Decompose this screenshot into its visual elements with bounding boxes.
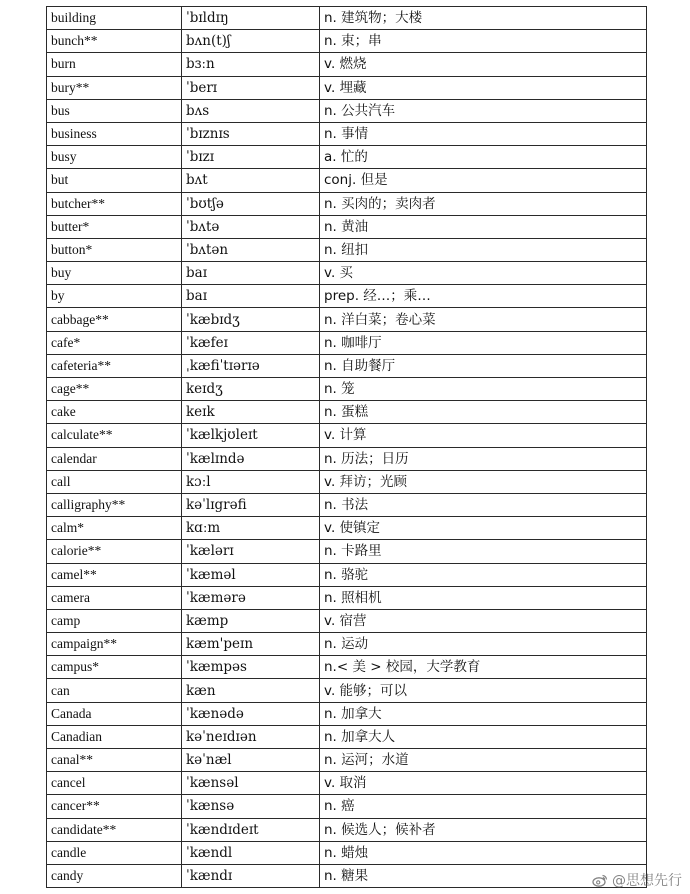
meaning-cell: v. 宿营 bbox=[320, 609, 647, 632]
meaning-cell: v. 燃烧 bbox=[320, 53, 647, 76]
word-cell: by bbox=[47, 285, 182, 308]
meaning-cell: n. 加拿大 bbox=[320, 702, 647, 725]
word-cell: candle bbox=[47, 841, 182, 864]
table-row bbox=[47, 53, 647, 76]
meaning-cell: n.< 美 > 校园，大学教育 bbox=[320, 656, 647, 679]
word-cell: bunch** bbox=[47, 30, 182, 53]
phonetic-cell: kæmp bbox=[182, 609, 320, 632]
phonetic-cell: kəˈlɪgrəfi bbox=[182, 493, 320, 516]
table-row bbox=[47, 749, 647, 772]
weibo-icon bbox=[592, 872, 608, 888]
phonetic-cell: ˈkæfeɪ bbox=[182, 331, 320, 354]
table-row bbox=[47, 122, 647, 145]
meaning-cell: v. 拜访；光顾 bbox=[320, 470, 647, 493]
phonetic-cell: keɪdʒ bbox=[182, 378, 320, 401]
word-cell: cabbage** bbox=[47, 308, 182, 331]
meaning-cell: n. 蛋糕 bbox=[320, 401, 647, 424]
table-row bbox=[47, 285, 647, 308]
phonetic-cell: ˈkænsəl bbox=[182, 772, 320, 795]
word-cell: camp bbox=[47, 609, 182, 632]
table-row bbox=[47, 331, 647, 354]
word-cell: building bbox=[47, 7, 182, 30]
meaning-cell: n. 纽扣 bbox=[320, 238, 647, 261]
table-row bbox=[47, 633, 647, 656]
phonetic-cell: ˈkændl bbox=[182, 841, 320, 864]
table-row bbox=[47, 447, 647, 470]
word-cell: Canada bbox=[47, 702, 182, 725]
phonetic-cell: bʌn(t)ʃ bbox=[182, 30, 320, 53]
word-cell: cake bbox=[47, 401, 182, 424]
word-cell: button* bbox=[47, 238, 182, 261]
word-cell: bus bbox=[47, 99, 182, 122]
table-row bbox=[47, 772, 647, 795]
phonetic-cell: ˈkænsə bbox=[182, 795, 320, 818]
table-row bbox=[47, 841, 647, 864]
word-cell: calorie** bbox=[47, 540, 182, 563]
meaning-cell: v. 使镇定 bbox=[320, 517, 647, 540]
meaning-cell: n. 建筑物；大楼 bbox=[320, 7, 647, 30]
phonetic-cell: ˈkælɪndə bbox=[182, 447, 320, 470]
word-cell: bury** bbox=[47, 76, 182, 99]
table-row bbox=[47, 540, 647, 563]
table-row bbox=[47, 656, 647, 679]
phonetic-cell: baɪ bbox=[182, 262, 320, 285]
table-row bbox=[47, 308, 647, 331]
phonetic-cell: ˈkænədə bbox=[182, 702, 320, 725]
phonetic-cell: ˈkæmpəs bbox=[182, 656, 320, 679]
table-row bbox=[47, 609, 647, 632]
word-cell: campaign** bbox=[47, 633, 182, 656]
table-row bbox=[47, 563, 647, 586]
vocabulary-table bbox=[46, 6, 647, 888]
meaning-cell: v. 埋藏 bbox=[320, 76, 647, 99]
meaning-cell: n. 骆驼 bbox=[320, 563, 647, 586]
phonetic-cell: kɔːl bbox=[182, 470, 320, 493]
phonetic-cell: kɑːm bbox=[182, 517, 320, 540]
meaning-cell: n. 癌 bbox=[320, 795, 647, 818]
word-cell: burn bbox=[47, 53, 182, 76]
table-row bbox=[47, 586, 647, 609]
meaning-cell: n. 运动 bbox=[320, 633, 647, 656]
meaning-cell: n. 事情 bbox=[320, 122, 647, 145]
table-row bbox=[47, 702, 647, 725]
meaning-cell: n. 自助餐厅 bbox=[320, 354, 647, 377]
phonetic-cell: ˌkæfiˈtɪərɪə bbox=[182, 354, 320, 377]
phonetic-cell: ˈkæmərə bbox=[182, 586, 320, 609]
phonetic-cell: ˈbɪznɪs bbox=[182, 122, 320, 145]
vocabulary-table-body bbox=[47, 7, 647, 888]
word-cell: buy bbox=[47, 262, 182, 285]
table-row bbox=[47, 7, 647, 30]
table-row bbox=[47, 818, 647, 841]
phonetic-cell: kəˈneɪdɪən bbox=[182, 725, 320, 748]
meaning-cell: n. 咖啡厅 bbox=[320, 331, 647, 354]
word-cell: business bbox=[47, 122, 182, 145]
phonetic-cell: ˈkæbɪdʒ bbox=[182, 308, 320, 331]
table-row bbox=[47, 354, 647, 377]
phonetic-cell: ˈkæməl bbox=[182, 563, 320, 586]
meaning-cell: n. 束；串 bbox=[320, 30, 647, 53]
meaning-cell: n. 卡路里 bbox=[320, 540, 647, 563]
word-cell: but bbox=[47, 169, 182, 192]
table-row bbox=[47, 169, 647, 192]
word-cell: calligraphy** bbox=[47, 493, 182, 516]
word-cell: calm* bbox=[47, 517, 182, 540]
phonetic-cell: ˈbʊtʃə bbox=[182, 192, 320, 215]
table-row bbox=[47, 192, 647, 215]
meaning-cell: n. 候选人；候补者 bbox=[320, 818, 647, 841]
word-cell: camel** bbox=[47, 563, 182, 586]
word-cell: cancer** bbox=[47, 795, 182, 818]
phonetic-cell: ˈbʌtən bbox=[182, 238, 320, 261]
word-cell: calendar bbox=[47, 447, 182, 470]
table-row bbox=[47, 864, 647, 887]
table-row bbox=[47, 76, 647, 99]
word-cell: cafeteria** bbox=[47, 354, 182, 377]
phonetic-cell: bɜːn bbox=[182, 53, 320, 76]
meaning-cell: n. 笼 bbox=[320, 378, 647, 401]
phonetic-cell: bʌs bbox=[182, 99, 320, 122]
watermark bbox=[592, 870, 682, 890]
phonetic-cell: ˈkælərɪ bbox=[182, 540, 320, 563]
meaning-cell: n. 加拿大人 bbox=[320, 725, 647, 748]
meaning-cell: n. 买肉的；卖肉者 bbox=[320, 192, 647, 215]
meaning-cell: n. 洋白菜；卷心菜 bbox=[320, 308, 647, 331]
meaning-cell: n. 照相机 bbox=[320, 586, 647, 609]
phonetic-cell: ˈkændɪdeɪt bbox=[182, 818, 320, 841]
watermark-text: @思想先行 bbox=[612, 873, 682, 889]
table-row bbox=[47, 517, 647, 540]
table-row bbox=[47, 493, 647, 516]
meaning-cell: n. 公共汽车 bbox=[320, 99, 647, 122]
phonetic-cell: ˈkælkjʊleɪt bbox=[182, 424, 320, 447]
phonetic-cell: ˈberɪ bbox=[182, 76, 320, 99]
word-cell: busy bbox=[47, 146, 182, 169]
meaning-cell: n. 运河；水道 bbox=[320, 749, 647, 772]
phonetic-cell: ˈbɪldɪŋ bbox=[182, 7, 320, 30]
word-cell: cage** bbox=[47, 378, 182, 401]
table-row bbox=[47, 401, 647, 424]
meaning-cell: v. 能够；可以 bbox=[320, 679, 647, 702]
word-cell: candidate** bbox=[47, 818, 182, 841]
word-cell: candy bbox=[47, 864, 182, 887]
meaning-cell: v. 计算 bbox=[320, 424, 647, 447]
phonetic-cell: keɪk bbox=[182, 401, 320, 424]
word-cell: camera bbox=[47, 586, 182, 609]
table-row bbox=[47, 725, 647, 748]
word-cell: Canadian bbox=[47, 725, 182, 748]
meaning-cell: n. 黄油 bbox=[320, 215, 647, 238]
phonetic-cell: bʌt bbox=[182, 169, 320, 192]
table-row bbox=[47, 378, 647, 401]
table-row bbox=[47, 262, 647, 285]
table-row bbox=[47, 215, 647, 238]
meaning-cell: n. 糖果 bbox=[320, 864, 647, 887]
meaning-cell: n. 历法；日历 bbox=[320, 447, 647, 470]
word-cell: can bbox=[47, 679, 182, 702]
meaning-cell: prep. 经…；乘… bbox=[320, 285, 647, 308]
phonetic-cell: kæm'peɪn bbox=[182, 633, 320, 656]
table-row bbox=[47, 30, 647, 53]
table-row bbox=[47, 146, 647, 169]
word-cell: butcher** bbox=[47, 192, 182, 215]
phonetic-cell: kæn bbox=[182, 679, 320, 702]
word-cell: calculate** bbox=[47, 424, 182, 447]
table-row bbox=[47, 470, 647, 493]
word-cell: call bbox=[47, 470, 182, 493]
phonetic-cell: ˈkændɪ bbox=[182, 864, 320, 887]
table-row bbox=[47, 99, 647, 122]
meaning-cell: v. 取消 bbox=[320, 772, 647, 795]
phonetic-cell: ˈbʌtə bbox=[182, 215, 320, 238]
table-row bbox=[47, 238, 647, 261]
table-row bbox=[47, 795, 647, 818]
phonetic-cell: baɪ bbox=[182, 285, 320, 308]
word-cell: canal** bbox=[47, 749, 182, 772]
table-row bbox=[47, 679, 647, 702]
word-cell: cancel bbox=[47, 772, 182, 795]
meaning-cell: n. 蜡烛 bbox=[320, 841, 647, 864]
meaning-cell: a. 忙的 bbox=[320, 146, 647, 169]
phonetic-cell: ˈbɪzɪ bbox=[182, 146, 320, 169]
meaning-cell: v. 买 bbox=[320, 262, 647, 285]
meaning-cell: n. 书法 bbox=[320, 493, 647, 516]
table-row bbox=[47, 424, 647, 447]
word-cell: campus* bbox=[47, 656, 182, 679]
word-cell: butter* bbox=[47, 215, 182, 238]
word-cell: cafe* bbox=[47, 331, 182, 354]
phonetic-cell: kəˈnæl bbox=[182, 749, 320, 772]
meaning-cell: conj. 但是 bbox=[320, 169, 647, 192]
